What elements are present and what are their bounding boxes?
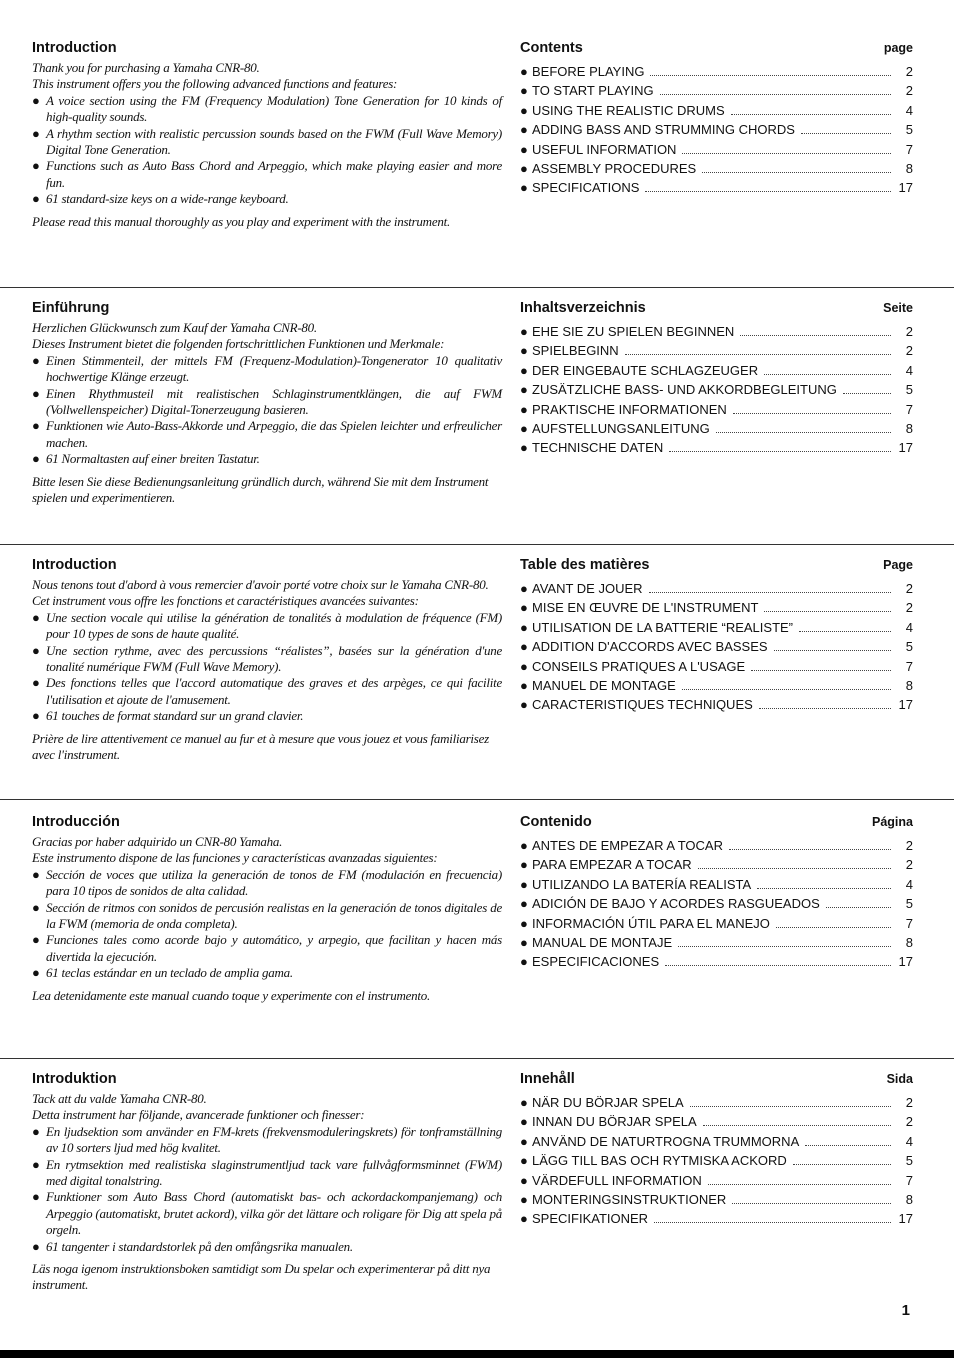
dot-leader [645, 191, 891, 192]
toc-entry-page: 17 [898, 440, 913, 456]
toc-entry-page: 4 [905, 1133, 913, 1149]
dot-leader [759, 708, 891, 709]
bullet-icon: ● [520, 122, 528, 138]
dot-leader [708, 1184, 891, 1185]
dot-leader [665, 965, 891, 966]
dot-leader [805, 1145, 891, 1146]
toc-entry-page: 5 [905, 382, 913, 398]
toc-entry-page: 17 [898, 954, 913, 970]
bullet-icon: ● [520, 915, 528, 931]
intro-text: Este instrumento dispone de las funciones y características avanzadas siguientes: [32, 850, 438, 866]
toc-entry-title: SPIELBEGINN [532, 343, 619, 359]
toc-entry[interactable] [520, 380, 913, 399]
toc-list [520, 322, 913, 458]
toc-entry-title: DER EINGEBAUTE SCHLAGZEUGER [532, 362, 759, 378]
toc-entry-page: 2 [905, 581, 913, 596]
toc-entry-page: 8 [905, 935, 913, 951]
bullet-icon: ● [32, 708, 40, 724]
toc-entry-title: CONSEILS PRATIQUES A L'USAGE [532, 658, 746, 674]
bullet-icon: ● [520, 401, 528, 417]
bullet-icon: ● [32, 1238, 40, 1254]
intro-text: Detta instrument har följande, avancerade funktioner och finesser: [32, 1107, 365, 1123]
dot-leader [751, 670, 891, 671]
bullet-icon: ● [32, 191, 40, 207]
toc-entry-title: LÄGG TILL BAS OCH RYTMISKA ACKORD [532, 1153, 787, 1169]
dot-leader [625, 354, 891, 355]
feature-item [32, 675, 502, 708]
bullet-icon: ● [520, 896, 528, 912]
dot-leader [757, 888, 891, 889]
toc-entry-page: 8 [905, 161, 913, 177]
toc-entry-title: USING THE REALISTIC DRUMS [532, 102, 725, 118]
intro-text: Nous tenons tout d'abord à vous remercier d'avoir porté votre choix sur le Yamaha CNR-80. Cet instrument vous offre les fonctions et caractéristiques avancées suivantes: [32, 577, 489, 609]
toc-entry[interactable] [520, 598, 913, 617]
bullet-icon: ● [32, 1123, 40, 1139]
feature-item [32, 1189, 502, 1238]
toc-header [520, 557, 913, 577]
intro-text: This instrument offers you the following advanced functions and features: [32, 76, 398, 92]
dot-leader [764, 374, 891, 375]
toc-entry-title: MISE EN ŒUVRE DE L'INSTRUMENT [532, 600, 759, 616]
feature-item [32, 93, 502, 126]
toc-heading: Innehåll [520, 1071, 575, 1087]
toc-entry[interactable] [520, 952, 913, 971]
bullet-icon: ● [520, 954, 528, 970]
bullet-icon: ● [32, 675, 40, 691]
bullet-icon: ● [32, 158, 40, 174]
feature-list [32, 867, 502, 982]
feature-text: Sección de voces que utiliza la generación de tonos de FM (modulación en frecuencia) para 10 tipos de sonidos de alta calidad. [46, 866, 502, 899]
toc-entry-page: 2 [905, 1095, 913, 1110]
toc-entry-page: 4 [905, 362, 913, 378]
toc-entry[interactable] [520, 1112, 913, 1131]
bullet-icon: ● [520, 1114, 528, 1130]
bullet-icon: ● [32, 92, 40, 108]
dot-leader [660, 94, 891, 95]
bullet-icon: ● [520, 935, 528, 951]
dot-leader [650, 75, 891, 76]
toc-entry[interactable] [520, 894, 913, 913]
toc-page-label: Seite [883, 301, 913, 315]
toc-entry-title: ASSEMBLY PROCEDURES [532, 161, 697, 177]
toc-entry[interactable] [520, 341, 913, 360]
bullet-icon: ● [520, 876, 528, 892]
dot-leader [690, 1106, 891, 1107]
bullet-icon: ● [520, 64, 528, 79]
toc-entry[interactable] [520, 1093, 913, 1112]
bullet-icon: ● [32, 385, 40, 401]
toc-entry-title: USEFUL INFORMATION [532, 141, 677, 157]
toc-entry[interactable] [520, 178, 913, 197]
feature-item [32, 353, 502, 386]
toc-column [520, 1071, 913, 1229]
toc-list [520, 62, 913, 198]
bullet-icon: ● [520, 1211, 528, 1227]
toc-entry-page: 2 [905, 857, 913, 873]
toc-entry[interactable] [520, 62, 913, 81]
dot-leader [793, 1164, 891, 1165]
bullet-icon: ● [520, 581, 528, 596]
bullet-icon: ● [32, 418, 40, 434]
bullet-icon: ● [32, 642, 40, 658]
toc-entry-page: 8 [905, 1192, 913, 1208]
toc-entry[interactable] [520, 836, 913, 855]
toc-entry-page: 2 [905, 600, 913, 616]
toc-entry-page: 2 [905, 838, 913, 853]
bullet-icon: ● [32, 1189, 40, 1205]
bullet-icon: ● [520, 324, 528, 339]
feature-text: Functions such as Auto Bass Chord and Arpeggio, which make playing easier and more fun. [46, 158, 502, 190]
bullet-icon: ● [520, 343, 528, 359]
toc-entry-title: ADDING BASS AND STRUMMING CHORDS [532, 122, 795, 138]
closing-note: Bitte lesen Sie diese Bedienungsanleitung gründlich durch, während Sie mit dem Instrument spielen und experimentieren. [32, 473, 489, 506]
feature-item [32, 418, 502, 451]
dot-leader [698, 868, 891, 869]
dot-leader [740, 335, 891, 336]
feature-item [32, 451, 502, 467]
toc-entry[interactable] [520, 933, 913, 952]
toc-entry[interactable] [520, 875, 913, 894]
toc-entry-title: SPECIFIKATIONER [532, 1211, 649, 1227]
toc-entry[interactable] [520, 855, 913, 874]
toc-entry-page: 4 [905, 619, 913, 635]
toc-entry[interactable] [520, 419, 913, 438]
toc-entry-title: MANUAL DE MONTAJE [532, 935, 673, 951]
feature-item [32, 1124, 502, 1157]
feature-text: 61 touches de format standard sur un grand clavier. [46, 708, 304, 724]
toc-entry[interactable] [520, 159, 913, 178]
toc-entry-page: 4 [905, 102, 913, 118]
toc-entry-page: 7 [905, 658, 913, 674]
dot-leader [732, 1203, 891, 1204]
bullet-icon: ● [32, 899, 40, 915]
feature-text: Einen Rhythmusteil mit realistischen Schlaginstrumentklängen, die auf FWM (Vollwellenspeicher) Digital-Tonerzeugung basieren. [46, 385, 502, 418]
toc-page-label: Sida [886, 1072, 913, 1086]
toc-entry-title: ADICIÓN DE BAJO Y ACORDES RASGUEADOS [532, 896, 820, 912]
feature-text: Funktionen wie Auto-Bass-Akkorde und Arpeggio, die das Spielen leichter und erfreulicher machen. [46, 418, 502, 450]
toc-entry-title: AUFSTELLUNGSANLEITUNG [532, 421, 710, 437]
feature-list [32, 610, 502, 725]
toc-entry[interactable] [520, 1190, 913, 1209]
toc-header [520, 1071, 913, 1091]
toc-heading: Table des matières [520, 557, 650, 573]
toc-entry-title: NÄR DU BÖRJAR SPELA [532, 1095, 684, 1110]
toc-entry[interactable] [520, 1209, 913, 1228]
closing-note: Läs noga igenom instruktionsboken samtidigt som Du spelar och experimenterar på ditt nya instrument. [32, 1261, 491, 1293]
feature-text: 61 teclas estándar en un teclado de amplia gama. [46, 965, 293, 981]
feature-text: En rytmsektion med realistiska slaginstrumentljud tack vare fullvågformsminnet (FWM) med digital tonalstring. [46, 1156, 502, 1189]
feature-item [32, 1157, 502, 1190]
toc-entry-title: PARA EMPEZAR A TOCAR [532, 857, 692, 873]
toc-entry[interactable] [520, 120, 913, 139]
dot-leader [774, 650, 891, 651]
toc-column [520, 814, 913, 972]
bullet-icon: ● [520, 440, 528, 456]
toc-entry-page: 2 [905, 343, 913, 359]
dot-leader [776, 927, 891, 928]
toc-entry-title: UTILISATION DE LA BATTERIE “REALISTE” [532, 619, 794, 635]
dot-leader [799, 631, 891, 632]
dot-leader [682, 153, 891, 154]
toc-header [520, 300, 913, 320]
dot-leader [764, 611, 891, 612]
toc-entry[interactable] [520, 657, 913, 676]
bullet-icon: ● [32, 352, 40, 368]
closing-note: Please read this manual thoroughly as you play and experiment with the instrument. [32, 213, 450, 229]
feature-text: Einen Stimmenteil, der mittels FM (Frequenz-Modulation)-Tongenerator 10 qualitativ hochwertige Klänge erzeugt. [46, 352, 502, 385]
toc-entry[interactable] [520, 695, 913, 714]
toc-entry-title: PRAKTISCHE INFORMATIONEN [532, 401, 727, 417]
toc-page-label: Página [872, 815, 913, 829]
dot-leader [702, 172, 891, 173]
toc-entry[interactable] [520, 579, 913, 598]
feature-text: Sección de ritmos con sonidos de percusión realistas en la generación de tonos digitales de la FWM (memoria de onda completa). [46, 899, 502, 932]
toc-entry-page: 7 [905, 915, 913, 931]
dot-leader [669, 451, 891, 452]
toc-entry-page: 2 [905, 1114, 913, 1130]
toc-entry-page: 2 [905, 83, 913, 99]
dot-leader [716, 432, 891, 433]
bullet-icon: ● [520, 1192, 528, 1208]
bullet-icon: ● [520, 600, 528, 616]
bullet-icon: ● [520, 838, 528, 853]
toc-entry-title: CARACTERISTIQUES TECHNIQUES [532, 697, 753, 713]
toc-entry[interactable] [520, 914, 913, 933]
feature-text: A rhythm section with realistic percussion sounds based on the FWM (Full Wave Memory) Digital Tone Generation. [46, 125, 502, 158]
toc-entry[interactable] [520, 676, 913, 695]
toc-entry[interactable] [520, 322, 913, 341]
toc-entry-page: 5 [905, 122, 913, 138]
toc-heading: Inhaltsverzeichnis [520, 300, 646, 316]
toc-entry-page: 8 [905, 678, 913, 694]
feature-list [32, 93, 502, 208]
toc-page-label: page [883, 41, 913, 55]
toc-entry-page: 7 [905, 1172, 913, 1188]
toc-entry[interactable] [520, 400, 913, 419]
bullet-icon: ● [520, 619, 528, 635]
feature-item [32, 965, 502, 981]
toc-entry[interactable] [520, 618, 913, 637]
dot-leader [826, 907, 891, 908]
toc-entry-page: 7 [905, 401, 913, 417]
bullet-icon: ● [520, 1172, 528, 1188]
bullet-icon: ● [520, 1095, 528, 1110]
bullet-icon: ● [32, 125, 40, 141]
bullet-icon: ● [32, 1156, 40, 1172]
toc-entry-title: VÄRDEFULL INFORMATION [532, 1172, 702, 1188]
toc-entry-title: TO START PLAYING [532, 83, 654, 99]
bullet-icon: ● [32, 932, 40, 948]
closing-note: Lea detenidamente este manual cuando toque y experimente con el instrumento. [32, 987, 430, 1003]
intro-column [32, 40, 502, 230]
feature-item [32, 386, 502, 419]
toc-entry-title: MONTERINGSINSTRUKTIONER [532, 1192, 727, 1208]
intro-text: Dieses Instrument bietet die folgenden fortschrittlichen Funktionen und Merkmale: [32, 336, 445, 352]
toc-entry[interactable] [520, 1171, 913, 1190]
toc-entry-page: 7 [905, 141, 913, 157]
feature-text: Une section vocale qui utilise la génération de tonalités à modulation de fréquence (FM) pour 10 types de sons de haute qualité. [46, 609, 502, 642]
section-divider [0, 544, 954, 545]
dot-leader [703, 1125, 891, 1126]
feature-item [32, 126, 502, 159]
toc-entry-title: SPECIFICATIONS [532, 180, 640, 196]
bullet-icon: ● [32, 451, 40, 467]
toc-entry-title: EHE SIE ZU SPIELEN BEGINNEN [532, 324, 735, 339]
feature-text: En ljudsektion som använder en FM-krets (frekvensmoduleringskrets) för tonframställning av 10 sorters ljud med hög kvalitet. [46, 1123, 502, 1156]
toc-list [520, 836, 913, 972]
toc-header [520, 814, 913, 834]
bullet-icon: ● [520, 141, 528, 157]
section-divider [0, 1058, 954, 1059]
intro-column [32, 300, 502, 506]
toc-entry-title: ANTES DE EMPEZAR A TOCAR [532, 838, 723, 853]
toc-entry-title: ZUSÄTZLICHE BASS- UND AKKORDBEGLEITUNG [532, 382, 837, 398]
toc-page-label: Page [883, 558, 913, 572]
page-number: 1 [901, 1302, 910, 1319]
toc-entry[interactable] [520, 1151, 913, 1170]
section-divider [0, 287, 954, 288]
bottom-bar [0, 1350, 954, 1358]
intro-column [32, 557, 502, 763]
toc-entry-page: 17 [898, 180, 913, 196]
toc-entry-page: 5 [905, 639, 913, 655]
toc-entry-page: 5 [905, 1153, 913, 1169]
intro-heading: Introduction [32, 557, 117, 573]
bullet-icon: ● [520, 697, 528, 713]
toc-heading: Contenido [520, 814, 592, 830]
dot-leader [682, 689, 891, 690]
bullet-icon: ● [520, 658, 528, 674]
dot-leader [733, 413, 891, 414]
feature-list [32, 1124, 502, 1255]
feature-item [32, 643, 502, 676]
bullet-icon: ● [520, 857, 528, 873]
feature-text: Une section rythme, avec des percussions “réalistes”, basées sur la génération d'une tonalité numérique FWM (Full Wave Memory). [46, 642, 502, 675]
toc-entry[interactable] [520, 438, 913, 457]
toc-entry[interactable] [520, 361, 913, 380]
toc-entry[interactable] [520, 140, 913, 159]
intro-heading: Introduktion [32, 1071, 117, 1087]
feature-text: Des fonctions telles que l'accord automatique des graves et des arpèges, ce qui facilite l'utilisation et ajoute de l'amusement. [46, 675, 502, 707]
feature-item [32, 900, 502, 933]
toc-entry-title: UTILIZANDO LA BATERÍA REALISTA [532, 876, 752, 892]
bullet-icon: ● [32, 866, 40, 882]
feature-item [32, 932, 502, 965]
feature-item [32, 191, 502, 207]
dot-leader [678, 946, 891, 947]
feature-item [32, 610, 502, 643]
toc-entry-title: MANUEL DE MONTAGE [532, 678, 676, 694]
toc-column [520, 557, 913, 715]
feature-text: Funktioner som Auto Bass Chord (automatiskt bas- och ackordackompanjemang) och Arpeggio (automatiskt, brutet ackord), vilka gör det lättare och roligare för Dig att spela på orgeln. [46, 1189, 502, 1238]
bullet-icon: ● [520, 180, 528, 196]
intro-text: Gracias por haber adquirido un CNR-80 Yamaha. [32, 834, 283, 849]
bullet-icon: ● [520, 1133, 528, 1149]
bullet-icon: ● [520, 382, 528, 398]
toc-entry[interactable] [520, 101, 913, 120]
toc-entry-page: 2 [905, 64, 913, 79]
toc-entry-page: 2 [905, 324, 913, 339]
intro-heading: Einführung [32, 300, 110, 316]
dot-leader [654, 1222, 891, 1223]
toc-entry-title: INNAN DU BÖRJAR SPELA [532, 1114, 697, 1130]
section-divider [0, 799, 954, 800]
dot-leader [649, 592, 891, 593]
bullet-icon: ● [520, 1153, 528, 1169]
feature-text: A voice section using the FM (Frequency Modulation) Tone Generation for 10 kinds of high-quality sounds. [46, 92, 502, 125]
bullet-icon: ● [520, 421, 528, 437]
toc-header [520, 40, 913, 60]
toc-entry-title: INFORMACIÓN ÚTIL PARA EL MANEJO [532, 915, 770, 931]
closing-note: Prière de lire attentivement ce manuel au fur et à mesure que vous jouez et vous familiarisez avec l'instrument. [32, 730, 489, 763]
feature-item [32, 708, 502, 724]
toc-entry-page: 5 [905, 896, 913, 912]
feature-list [32, 353, 502, 468]
feature-text: Funciones tales como acorde bajo y automático, y arpegio, que facilitan y hacen más divertida la ejecución. [46, 932, 502, 964]
dot-leader [729, 849, 891, 850]
toc-entry-page: 17 [898, 1211, 913, 1227]
intro-text: Herzlichen Glückwunsch zum Kauf der Yamaha CNR-80. [32, 320, 317, 335]
toc-column [520, 300, 913, 458]
dot-leader [731, 114, 891, 115]
toc-heading: Contents [520, 40, 583, 56]
dot-leader [843, 393, 891, 394]
bullet-icon: ● [32, 965, 40, 981]
feature-text: 61 tangenter i standardstorlek på den omfångsrika manualen. [46, 1238, 353, 1254]
toc-entry-title: TECHNISCHE DATEN [532, 440, 664, 456]
toc-entry-page: 4 [905, 876, 913, 892]
toc-entry-title: ADDITION D'ACCORDS AVEC BASSES [532, 639, 768, 655]
dot-leader [801, 133, 891, 134]
toc-list [520, 1093, 913, 1229]
intro-heading: Introducción [32, 814, 120, 830]
toc-entry[interactable] [520, 81, 913, 100]
toc-entry-page: 8 [905, 421, 913, 437]
toc-entry-page: 17 [898, 697, 913, 713]
toc-entry[interactable] [520, 637, 913, 656]
intro-column [32, 814, 502, 1004]
feature-text: 61 standard-size keys on a wide-range keyboard. [46, 191, 289, 207]
toc-entry-title: AVANT DE JOUER [532, 581, 643, 596]
intro-column [32, 1071, 502, 1294]
toc-entry[interactable] [520, 1132, 913, 1151]
toc-entry-title: ANVÄND DE NATURTROGNA TRUMMORNA [532, 1133, 800, 1149]
feature-item [32, 158, 502, 191]
bullet-icon: ● [520, 639, 528, 655]
bullet-icon: ● [520, 161, 528, 177]
bullet-icon: ● [520, 102, 528, 118]
feature-item [32, 1239, 502, 1255]
toc-entry-title: ESPECIFICACIONES [532, 954, 660, 970]
bullet-icon: ● [520, 362, 528, 378]
feature-text: 61 Normaltasten auf einer breiten Tastatur. [46, 451, 260, 467]
toc-column [520, 40, 913, 198]
feature-item [32, 867, 502, 900]
bullet-icon: ● [520, 83, 528, 99]
bullet-icon: ● [520, 678, 528, 694]
bullet-icon: ● [32, 609, 40, 625]
intro-text: Tack att du valde Yamaha CNR-80. [32, 1091, 207, 1106]
intro-heading: Introduction [32, 40, 117, 56]
toc-list [520, 579, 913, 715]
intro-text: Thank you for purchasing a Yamaha CNR-80. [32, 60, 260, 75]
toc-entry-title: BEFORE PLAYING [532, 64, 645, 79]
